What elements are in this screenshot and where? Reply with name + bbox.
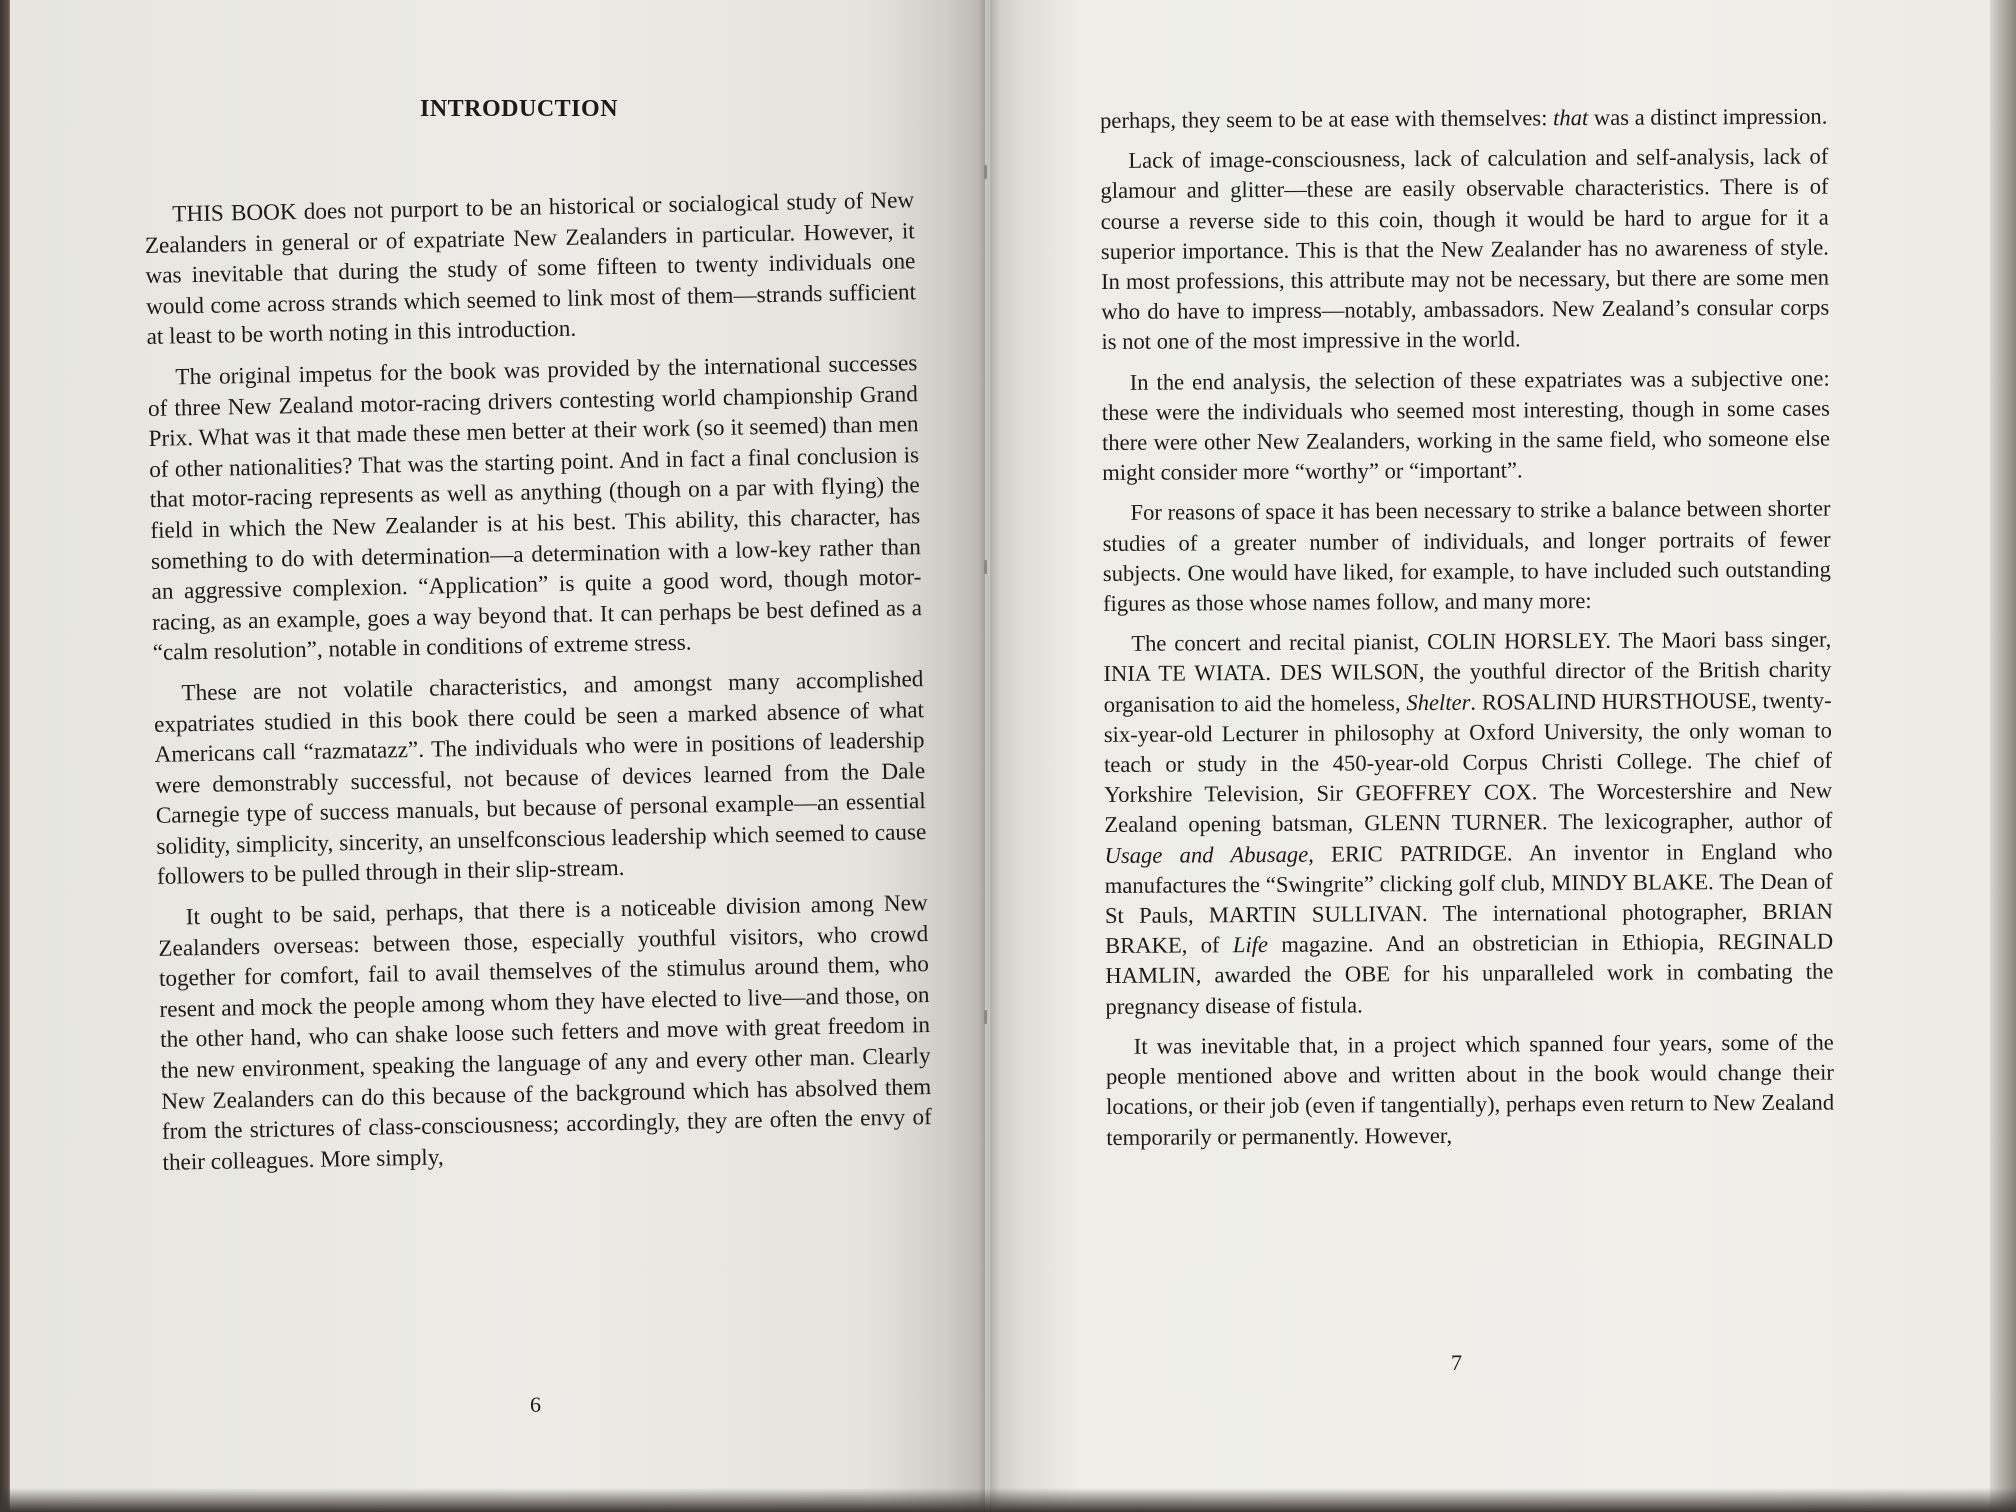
gutter-shadow xyxy=(978,0,1000,1512)
page-number-left: 6 xyxy=(530,1392,541,1417)
paragraph-4: It ought to be said, perhaps, that there is a noticeable division among New Zealanders overseas: between those, especially youthful visitors, who crowd together for comfort, fail to avail themselves of the stimulus around them, who resent and mock the people among whom they have elected to live—and those, on the other hand, who can shake loose such fetters and move with great freedom in the new environment, speaking the language of any and every other man. Clearly New Zealanders can do this because of the background which has absolved them from the strictures of class-consciousness; accordingly, they are often the envy of their colleagues. More simply, xyxy=(158,890,933,1176)
page-edge xyxy=(1990,0,2016,1512)
italic-title: Usage and Abusage xyxy=(1104,841,1309,868)
paragraph-3: In the end analysis, the selection of these expatriates was a subjective one: these were the individuals who seemed most interesting, though in some cases there were other New Zealanders, working in the same field, who someone else might consider more “worthy” or “important”. xyxy=(1101,365,1831,486)
right-page xyxy=(990,0,1990,1512)
binding-stitch xyxy=(984,165,987,179)
left-page xyxy=(10,0,985,1512)
right-page-body xyxy=(1100,102,1834,1163)
paragraph-4: For reasons of space it has been necessary to strike a balance between shorter studies of a greater number of individuals, and longer portraits of fewer subjects. One would have liked, for example, to have included such outstanding figures as those whose names follow, and many more: xyxy=(1102,495,1831,617)
table-surface xyxy=(0,1488,2016,1512)
paragraph-5 xyxy=(1103,625,1833,1022)
text-run: , ERIC PATRIDGE. An inventor in England who manufactures the “Swingrite” clicking golf club, MINDY BLAKE. The Dean of St Pauls, MARTIN SULLIVAN. The international photographer, BRIAN BRAKE, of xyxy=(1104,838,1834,959)
paragraph-2: Lack of image-consciousness, lack of calculation and self-analysis, lack of glamour and glitter—these are easily observable characteristics. There is of course a reverse side to this coin, though it would be hard to argue for it a superior importance. This is that the New Zealander has no awareness of style. In most professions, this attribute may not be necessary, but there are some men who do have to impress—notably, ambassadors. New Zealand’s consular corps is not one of the most impressive in the world. xyxy=(1100,143,1830,355)
text-run: The concert and recital pianist, COLIN HORSLEY. The Maori bass singer, INIA TE WIATA. DES WILSON, the youthful director of the British charity organisation to aid the homeless, xyxy=(1103,626,1832,717)
chapter-heading: INTRODUCTION xyxy=(420,96,619,122)
binding-stitch xyxy=(984,560,987,574)
binding-stitch xyxy=(984,1010,987,1024)
text-run: . ROSALIND HURSTHOUSE, twenty-six-year-old Lecturer in philosophy at Oxford University, the only woman to teach or study in the 450-year-old Corpus Christi College. The chief of Yorkshire Television, Sir GEOFFREY COX. The Worcestershire and New Zealand opening batsman, GLENN TURNER. The lexicographer, author of xyxy=(1103,687,1833,838)
left-page-body xyxy=(144,185,933,1188)
paragraph-1: THIS BOOK does not purport to be an historical or socialogical study of New Zealanders in general or of expatriate New Zealanders in particular. However, it was inevitable that during the study of some fifteen to twenty individuals one would come across strands which seemed to link most of them—strands sufficient at least to be worth noting in this introduction. xyxy=(144,187,917,351)
italic-title: Shelter xyxy=(1406,689,1471,715)
italic-title: Life xyxy=(1232,932,1269,958)
paragraph-2: The original impetus for the book was provided by the international successes of three New Zealand motor-racing drivers contesting world championship Grand Prix. What was it that made these men better at their work (so it seemed) than men of other nationalities? That was the starting point. And in fact a final conclusion is that motor-racing represents as well as anything (though on a par with flying) the field in which the New Zealander is at his best. This ability, this character, has something to do with determination—a determination with a low-key rather than an aggressive complexion. “Application” is quite a good word, though motor-racing, as an example, goes a way beyond that. It can perhaps be best defined as a “calm resolution”, notable in conditions of extreme stress. xyxy=(147,350,923,667)
paragraph-3: These are not volatile characteristics, and amongst many accomplished expatriates studied in this book there could be seen a marked absence of what Americans call “razmatazz”. The individuals who were in positions of leadership were demonstrably successful, not because of devices learned from the Dale Carnegie type of success manuals, but because of personal example—an essential solidity, simplicity, sincerity, an unselfconscious leadership which seemed to cause followers to be pulled through in their slip-stream. xyxy=(153,666,927,891)
paragraph-1-continued xyxy=(1100,102,1828,137)
text-run: magazine. And an obstretician in Ethiopia, REGINALD HAMLIN, awarded the OBE for his unparalleled work in combating the pregnancy disease of fistula. xyxy=(1105,928,1834,1019)
paragraph-6: It was inevitable that, in a project which spanned four years, some of the people mentioned above and written about in the book would change their locations, or their job (even if tangentially), perhaps even return to New Zealand temporarily or permanently. However, xyxy=(1105,1029,1835,1150)
text-run: perhaps, they seem to be at ease with themselves: xyxy=(1100,105,1554,133)
page-number-right: 7 xyxy=(1451,1350,1462,1375)
italic-text: that xyxy=(1553,105,1589,131)
text-run: was a distinct impression. xyxy=(1588,103,1828,131)
